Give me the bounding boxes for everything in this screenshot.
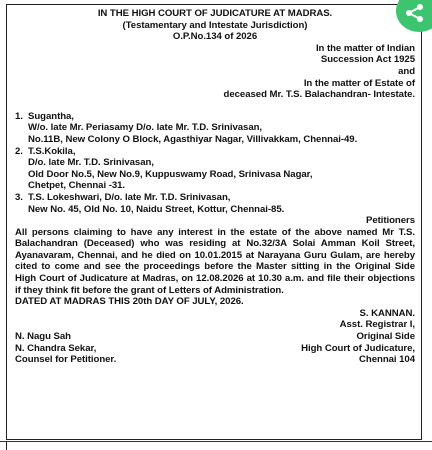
signatory-title-3: High Court of Judicature, xyxy=(301,342,415,354)
petitioner-list xyxy=(15,111,415,215)
legal-notice xyxy=(6,4,422,440)
bottom-divider xyxy=(0,441,432,442)
petitioner-line: T.S. Lokeshwari, D/o. late Mr. T.D. Srinivasan, xyxy=(28,191,231,203)
petitioner-number: 2. xyxy=(15,145,23,157)
petitioner-line: Sugantha, xyxy=(28,110,74,122)
court-title: IN THE HIGH COURT OF JUDICATURE AT MADRAS. xyxy=(97,8,333,19)
dated-line: DATED AT MADRAS THIS 20th DAY OF JULY, 2026. xyxy=(15,296,244,308)
matter-line-2: Succession Act 1925 xyxy=(320,54,415,66)
petitioner-line: Chetpet, Chennai -31. xyxy=(28,180,126,192)
petitioner-3 xyxy=(15,192,415,215)
jurisdiction: (Testamentary and Intestate Jurisdiction) xyxy=(122,19,308,31)
petitioner-number: 1. xyxy=(15,110,23,122)
petitioner-line: Old Door No.5, New No.9, Kuppuswamy Road, Srinivasa Nagar, xyxy=(28,168,313,180)
signatory-name: S. KANNAN. xyxy=(359,307,415,319)
petitioners-label: Petitioners xyxy=(365,215,415,227)
counsel-name-1: N. Nagu Sah xyxy=(15,331,71,343)
citation-body: All persons claiming to have any interest in the estate of the above named Mr T.S. Balachandran (Deceased) who was residing at No.32/3A Solai Amman Koil Street, Ayanavaram, Chennai, and he died on 10.01.2015 at Narayana Guru Gulam, are hereby cited to come and see the proceedings before the Master sitting in the Original Side High Court of Judicature at Madras, on 12.08.2026 at 10.30 a.m. and file their objections if they think fit before the grant of Letters of Administration. xyxy=(15,226,415,296)
matter-line-5: deceased Mr. T.S. Balachandran- Intestate. xyxy=(223,89,415,101)
counsel-name-2: N. Chandra Sekar, xyxy=(15,342,97,354)
petitioner-line: New No. 45, Old No. 10, Naidu Street, Kottur, Chennai-85. xyxy=(28,203,285,215)
matter-line-1: In the matter of Indian xyxy=(315,42,415,54)
signatory-block xyxy=(301,331,415,366)
case-number: O.P.No.134 of 2026 xyxy=(172,31,258,43)
petitioner-line: W/o. late Mr. Periasamy D/o. late Mr. T.D. Srinivasan, xyxy=(28,122,263,134)
signatory-title-4: Chennai 104 xyxy=(359,354,415,366)
counsel-role: Counsel for Petitioner. xyxy=(15,354,117,366)
petitioner-number: 3. xyxy=(15,191,23,203)
left-divider xyxy=(6,441,7,450)
petitioner-2 xyxy=(15,146,415,192)
signature-row xyxy=(15,331,415,366)
petitioner-line: No.11B, New Colony O Block, Agasthiyar Nagar, Villivakkam, Chennai-49. xyxy=(28,133,358,145)
counsel-block xyxy=(15,331,116,366)
signatory-title-1: Asst. Registrar I, xyxy=(339,319,415,331)
matter-line-3: and xyxy=(398,65,415,77)
petitioner-line: T.S.Kokila, xyxy=(28,145,76,157)
signatory-title-2: Original Side xyxy=(356,331,415,343)
petitioner-line: D/o. late Mr. T.D. Srinivasan, xyxy=(28,157,154,169)
petitioner-1 xyxy=(15,111,415,146)
matter-line-4: In the matter of Estate of xyxy=(303,77,415,89)
share-icon xyxy=(404,2,426,24)
